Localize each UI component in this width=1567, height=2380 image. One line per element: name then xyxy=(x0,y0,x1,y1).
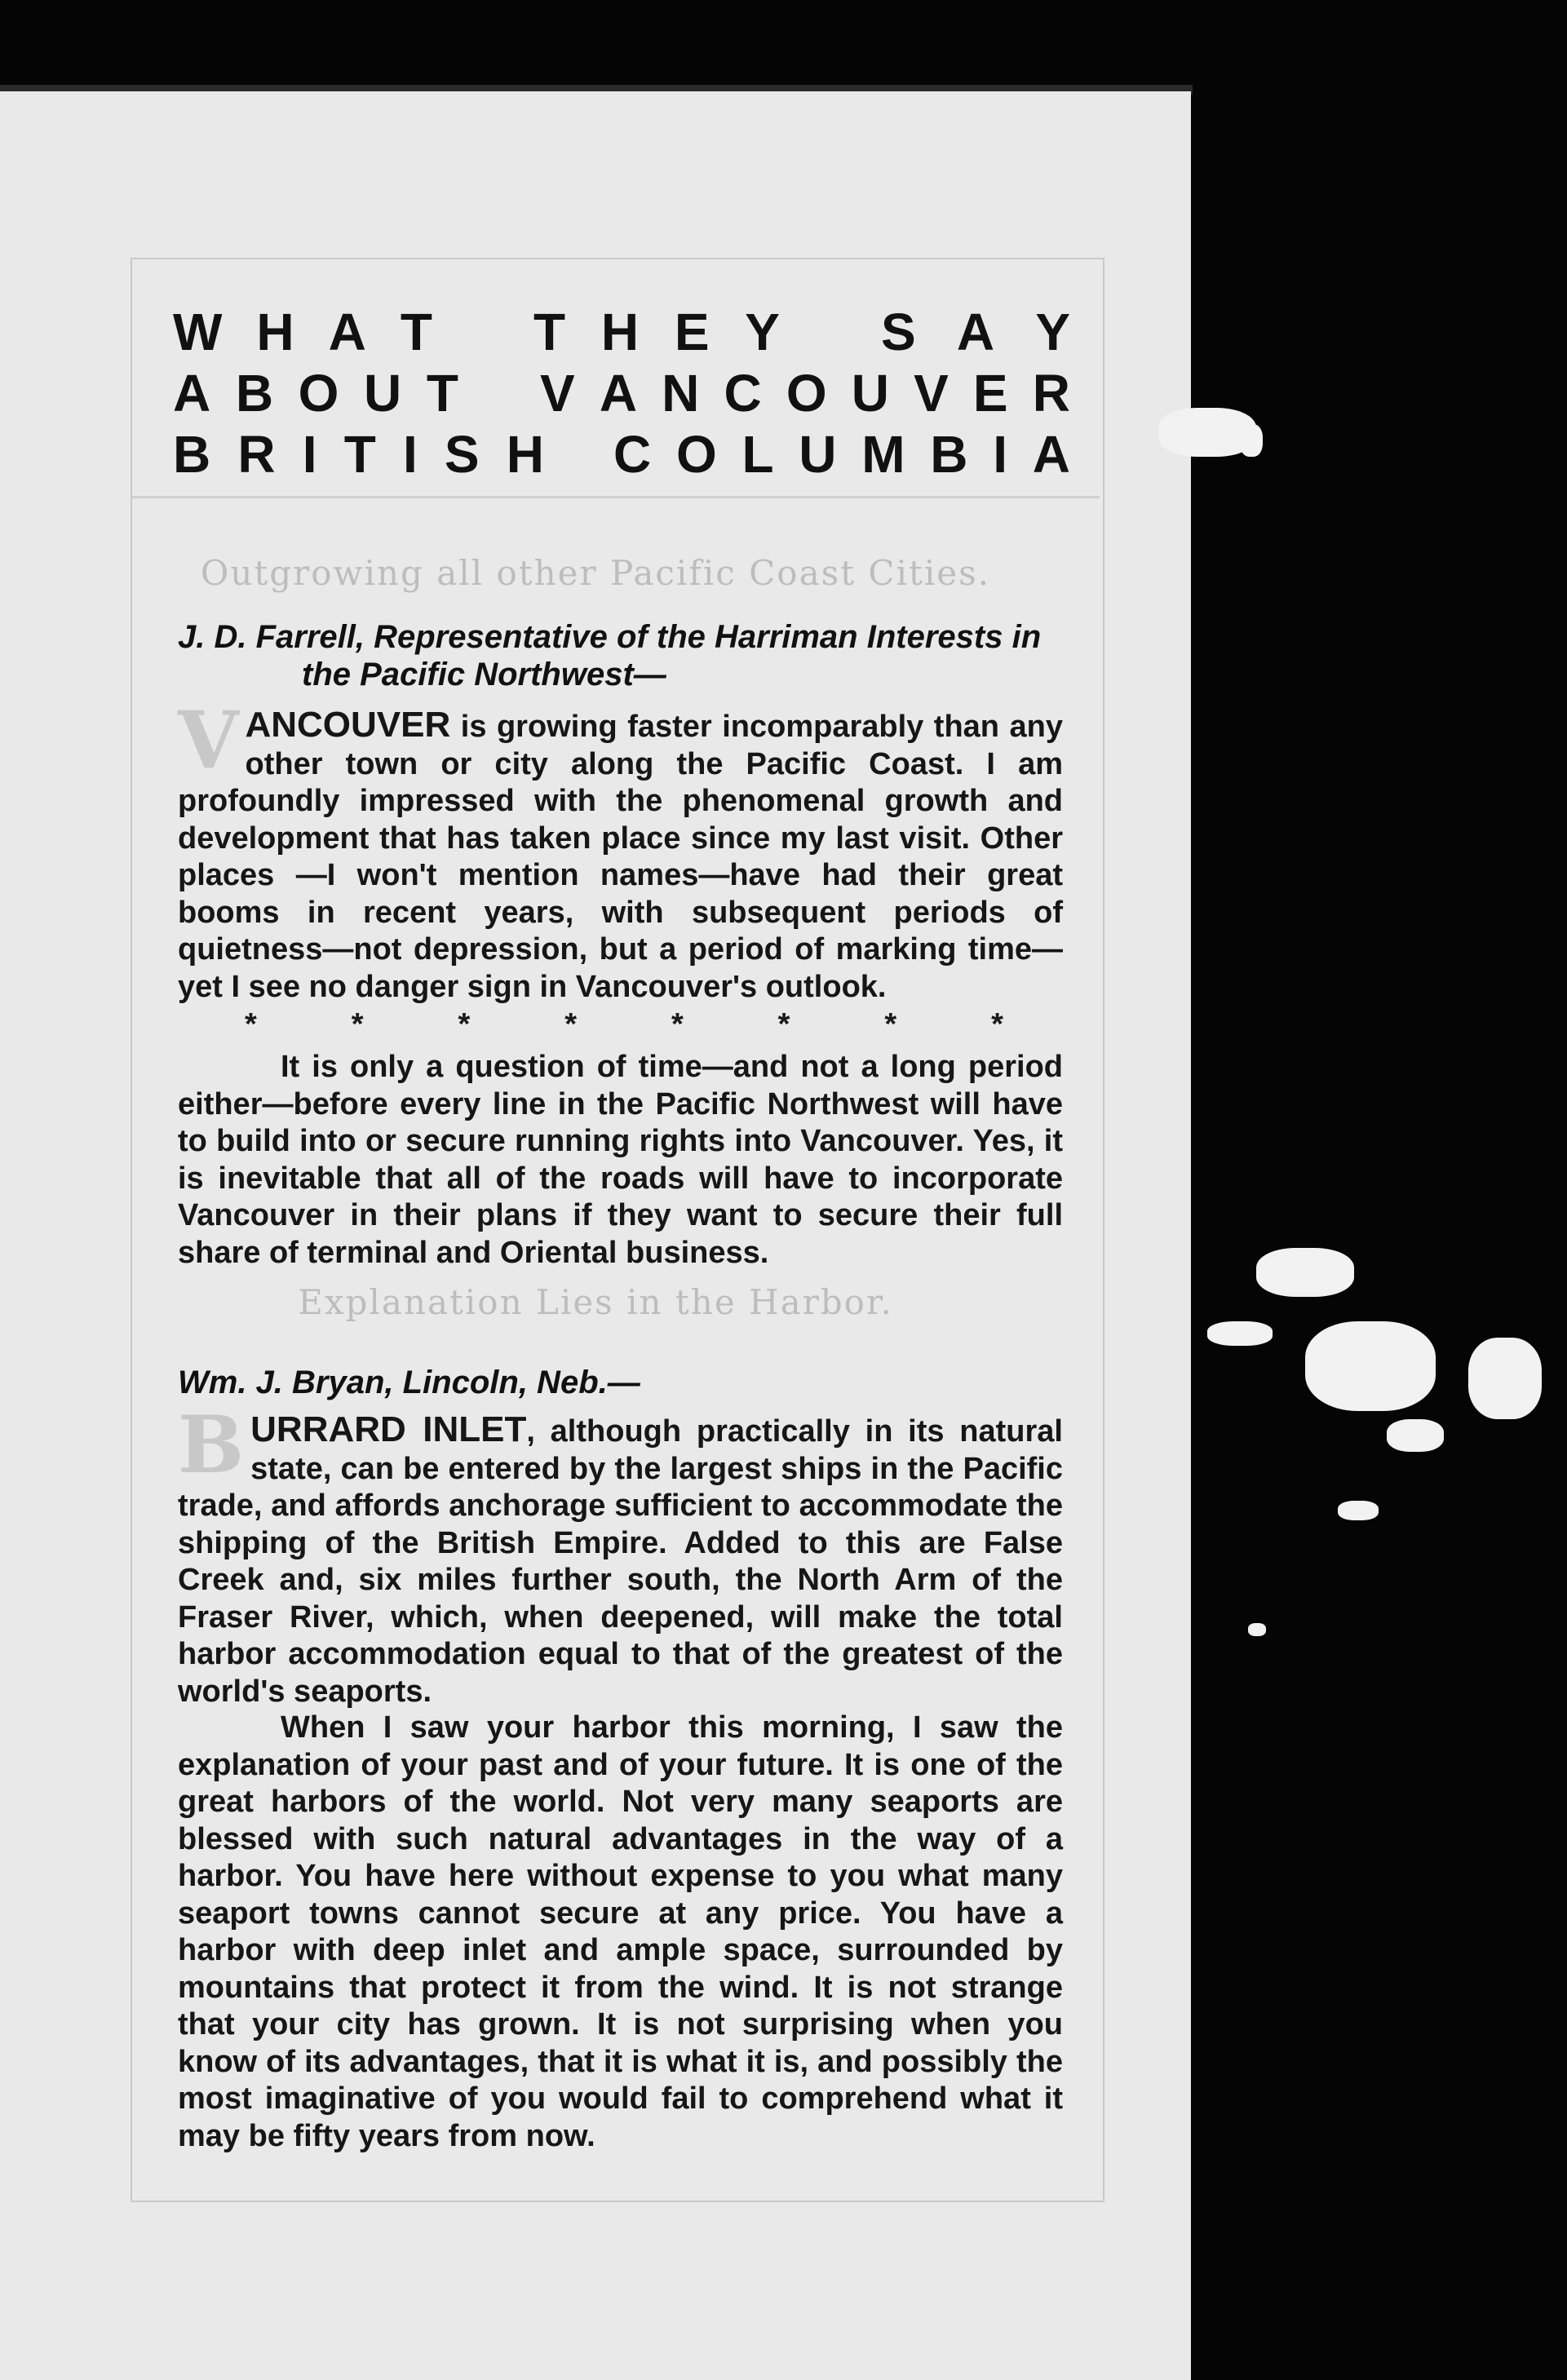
section-ornament xyxy=(245,1007,1003,1042)
title-letter: T xyxy=(400,303,432,361)
scan-artifact xyxy=(1305,1321,1436,1411)
title-letter: S xyxy=(881,303,916,361)
paragraph-text: , although practically in its natural state, can be entered by the largest ships in the Pacific trade, and affords anchorage sufficient to accommodate the shipping of the British Empire. Added to this are False Creek and, six miles further south, the North Arm of the Fraser River, which, when deepened, will make the total harbor accommodation equal to that of the greatest of the world's seaports. xyxy=(178,1414,1063,1709)
paragraph-text: is growing faster incomparably than any other town or city along the Pacific Coast. I am profoundly impressed with the phenomenal growth and development that has taken place since my last visit. Other places —I won't mention names—have had their great booms in recent years, with subsequent periods of quietness—not depression, but a period of marking time—yet I see no danger sign in Vancouver's outlook. xyxy=(178,710,1063,1004)
quote-attribution xyxy=(178,618,1067,693)
page-title xyxy=(173,302,1070,485)
title-letter: T xyxy=(343,425,376,484)
scan-artifact xyxy=(1256,1248,1354,1297)
title-letter: T xyxy=(533,303,566,361)
title-letter: H xyxy=(506,425,544,484)
title-letter: S xyxy=(444,425,480,484)
section-subheading: Explanation Lies in the Harbor. xyxy=(298,1282,893,1322)
asterisk-ornament: * xyxy=(671,1007,684,1042)
lead-word: URRARD INLET xyxy=(250,1409,527,1449)
title-letter: E xyxy=(674,303,710,361)
title-line-3 xyxy=(173,424,1070,485)
attribution-line: the Pacific Northwest— xyxy=(302,657,666,692)
section-subheading: Outgrowing all other Pacific Coast Cities. xyxy=(200,553,991,593)
asterisk-ornament: * xyxy=(245,1007,257,1042)
scan-artifact xyxy=(1240,424,1263,457)
title-letter: A xyxy=(956,303,995,361)
quote-paragraph: It is only a question of time—and not a long period either—before every line in the Pacific Northwest will have to build into or secure running rights into Vancouver. Yes, it is inevitable that all of the roads will have to incorporate Vancouver in their plans if they want to secure their full share of terminal and Oriental business. xyxy=(178,1050,1063,1270)
title-divider xyxy=(132,496,1100,498)
title-letter: O xyxy=(786,364,827,422)
quote-paragraph: When I saw your harbor this morning, I saw the explanation of your past and of your future. It is one of the great harbors of the world. Not very many seaports are blessed with such natural advantages in the way of a harbor. You have here without expense to you what many seaport towns cannot secure at any price. You have a harbor with deep inlet and ample space, surrounded by mountains that protect it from the wind. It is not strange that your city has grown. It is not surprising when you know of its advantages, that it is what it is, and possibly the most imaginative of you would fail to comprehend what it may be fifty years from now. xyxy=(178,1710,1063,2153)
title-letter: L xyxy=(741,425,774,484)
title-letter: T xyxy=(426,364,458,422)
title-letter: B xyxy=(235,364,274,422)
scan-artifact xyxy=(1468,1338,1542,1419)
title-letter: B xyxy=(930,425,968,484)
title-word xyxy=(613,424,1070,485)
title-letter: Y xyxy=(745,303,780,361)
lead-word: ANCOUVER xyxy=(245,705,451,745)
drop-cap: V xyxy=(178,694,239,786)
title-letter: M xyxy=(861,425,905,484)
title-letter: A xyxy=(1032,425,1070,484)
title-letter: R xyxy=(237,425,276,484)
attribution-line: Wm. J. Bryan, Lincoln, Neb.— xyxy=(178,1365,640,1400)
title-letter: R xyxy=(1032,364,1070,422)
title-letter: O xyxy=(675,425,717,484)
title-word xyxy=(173,424,544,485)
title-letter: H xyxy=(600,303,640,361)
title-letter: C xyxy=(724,364,762,422)
title-letter: U xyxy=(364,364,402,422)
quote-paragraph xyxy=(178,1399,1063,1710)
quote-attribution xyxy=(178,1364,1067,1401)
title-word xyxy=(173,363,458,424)
title-letter: B xyxy=(173,425,211,484)
scan-artifact xyxy=(1207,1321,1273,1346)
title-letter: V xyxy=(540,364,575,422)
title-letter: E xyxy=(972,364,1008,422)
title-letter: O xyxy=(298,364,339,422)
title-letter: I xyxy=(993,425,1008,484)
asterisk-ornament: * xyxy=(777,1007,790,1042)
title-word xyxy=(881,302,1070,363)
title-line-1 xyxy=(173,302,1070,363)
asterisk-ornament: * xyxy=(351,1007,364,1042)
title-letter: N xyxy=(662,364,700,422)
title-letter: H xyxy=(256,303,294,361)
title-letter: A xyxy=(599,364,638,422)
title-word xyxy=(540,363,1070,424)
title-letter: I xyxy=(302,425,317,484)
title-letter: A xyxy=(328,303,366,361)
title-letter: W xyxy=(173,303,223,361)
title-letter: C xyxy=(613,425,652,484)
title-letter: I xyxy=(402,425,418,484)
scan-artifact xyxy=(1248,1623,1266,1636)
asterisk-ornament: * xyxy=(458,1007,471,1042)
title-letter: U xyxy=(799,425,837,484)
title-line-2 xyxy=(173,363,1070,424)
asterisk-ornament: * xyxy=(991,1007,1003,1042)
title-letter: Y xyxy=(1035,303,1070,361)
title-letter: A xyxy=(173,364,211,422)
title-word xyxy=(173,302,432,363)
title-letter: U xyxy=(851,364,889,422)
quote-paragraph xyxy=(178,694,1063,1006)
scan-artifact xyxy=(1338,1501,1379,1520)
asterisk-ornament: * xyxy=(884,1007,897,1042)
title-word xyxy=(533,302,780,363)
scan-artifact xyxy=(1387,1419,1444,1452)
drop-cap: B xyxy=(178,1399,245,1491)
title-letter: V xyxy=(914,364,949,422)
attribution-line: J. D. Farrell, Representative of the Harriman Interests in xyxy=(178,619,1042,655)
asterisk-ornament: * xyxy=(564,1007,577,1042)
